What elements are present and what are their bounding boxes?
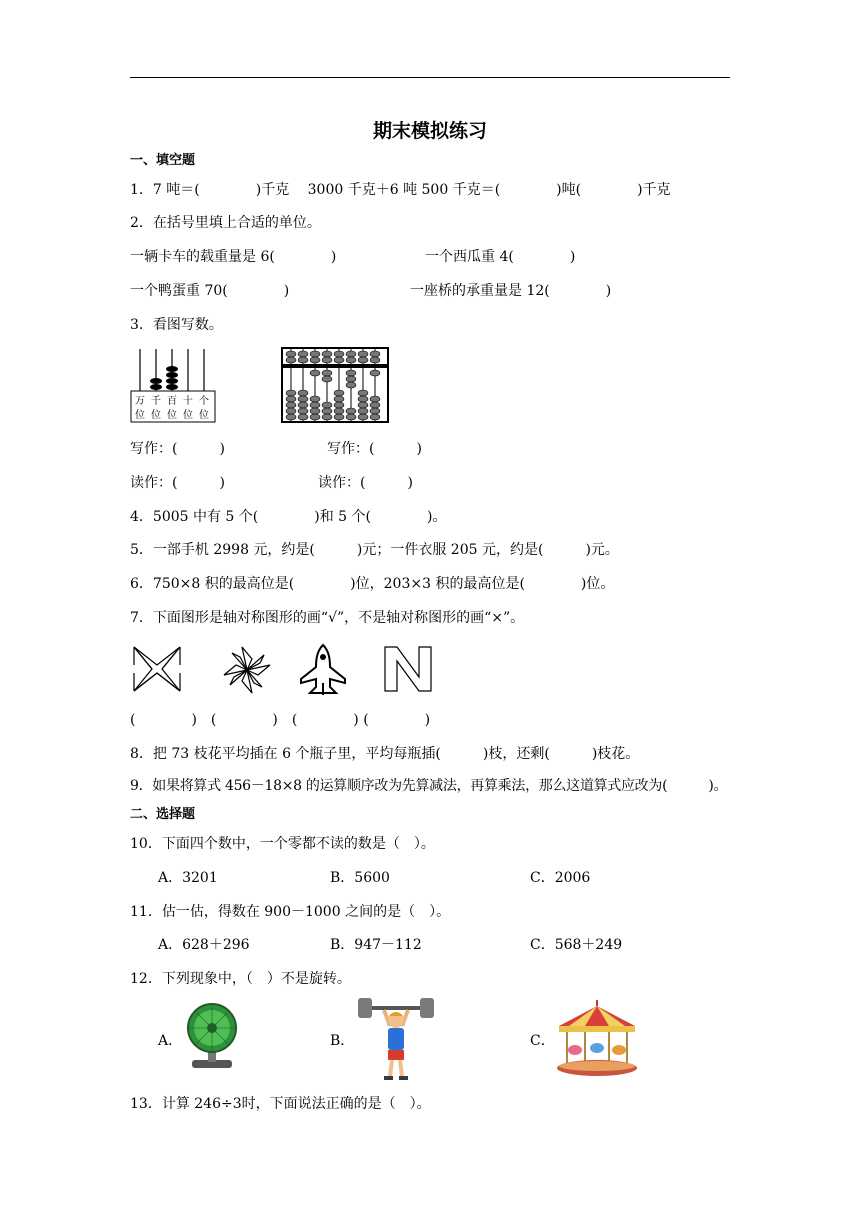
question-6: 6．750×8 积的最高位是( )位，203×3 积的最高位是( )位。 — [130, 576, 615, 592]
carousel-image — [555, 1000, 639, 1078]
question-3-read-2: 读作：( ) — [318, 475, 413, 491]
abacus-label: 百 — [167, 396, 177, 407]
pinwheel-shape — [222, 645, 272, 695]
question-5: 5．一部手机 2998 元，约是( )元；一件衣服 205 元，约是( )元。 — [130, 542, 619, 558]
abacus-figure — [281, 347, 389, 423]
page-title: 期末模拟练习 — [372, 120, 487, 142]
abacus-label: 位 — [199, 410, 209, 421]
question-8: 8．把 73 枝花平均插在 6 个瓶子里，平均每瓶插( )枝，还剩( )枝花。 — [130, 746, 640, 762]
abacus-label: 位 — [151, 410, 161, 421]
x-pattern-shape — [132, 645, 182, 693]
question-1: 1．7 吨＝( )千克 3000 千克＋6 吨 500 千克＝( )吨( )千克 — [130, 182, 671, 198]
question-10: 10．下面四个数中，一个零都不读的数是（ ）。 — [130, 836, 435, 852]
option-c: C．568＋249 — [530, 937, 623, 953]
header-rule — [130, 77, 730, 78]
question-3-read-1: 读作：( ) — [130, 475, 225, 491]
abacus-label: 位 — [183, 410, 193, 421]
option-a: A．3201 — [158, 870, 218, 886]
airplane-shape — [298, 643, 348, 697]
abacus-label: 十 — [183, 396, 193, 407]
abacus-label: 万 — [135, 396, 145, 407]
question-4: 4．5005 中有 5 个( )和 5 个( )。 — [130, 509, 447, 525]
electric-fan-image — [182, 1002, 242, 1072]
option-a: A．628＋296 — [158, 937, 250, 953]
option-c: C．2006 — [530, 870, 591, 886]
question-12: 12．下列现象中，（ ）不是旋转。 — [130, 971, 351, 987]
question-2d: 一座桥的承重量是 12( ) — [410, 283, 612, 299]
section-multiple-choice: 二、选择题 — [130, 807, 196, 822]
abacus-label: 位 — [135, 410, 145, 421]
question-2a: 一辆卡车的载重量是 6( ) — [130, 249, 337, 265]
question-13: 13．计算 246÷3时，下面说法正确的是（ ）。 — [130, 1096, 431, 1112]
question-3-write-1: 写作：( ) — [130, 441, 225, 457]
question-3-write-2: 写作：( ) — [327, 441, 422, 457]
abacus-label: 千 — [151, 396, 161, 407]
counting-frame-figure — [130, 347, 216, 423]
question-7-answers: ( ) ( ) ( ) ( ) — [130, 712, 431, 728]
question-9: 9．如果将算式 456－18×8 的运算顺序改为先算减法，再算乘法，那么这道算式应改为( )。 — [130, 778, 728, 794]
question-2c: 一个鸭蛋重 70( ) — [130, 283, 290, 299]
option-c: C． — [530, 1033, 555, 1049]
question-3: 3．看图写数。 — [130, 317, 223, 333]
letter-n-shape — [383, 645, 433, 693]
question-2: 2．在括号里填上合适的单位。 — [130, 215, 321, 231]
question-11: 11．估一估，得数在 900－1000 之间的是（ ）。 — [130, 904, 451, 920]
option-b: B．5600 — [330, 870, 390, 886]
question-2b: 一个西瓜重 4( ) — [425, 249, 576, 265]
question-7: 7．下面图形是轴对称图形的画“√”，不是轴对称图形的画“×”。 — [130, 610, 525, 626]
option-b: B． — [330, 1033, 355, 1049]
option-a: A． — [158, 1033, 183, 1049]
abacus-label: 位 — [167, 410, 177, 421]
abacus-label: 个 — [199, 396, 209, 407]
section-fill-blank: 一、填空题 — [130, 153, 196, 168]
weightlifter-image — [356, 996, 436, 1082]
option-b: B．947－112 — [330, 937, 422, 953]
